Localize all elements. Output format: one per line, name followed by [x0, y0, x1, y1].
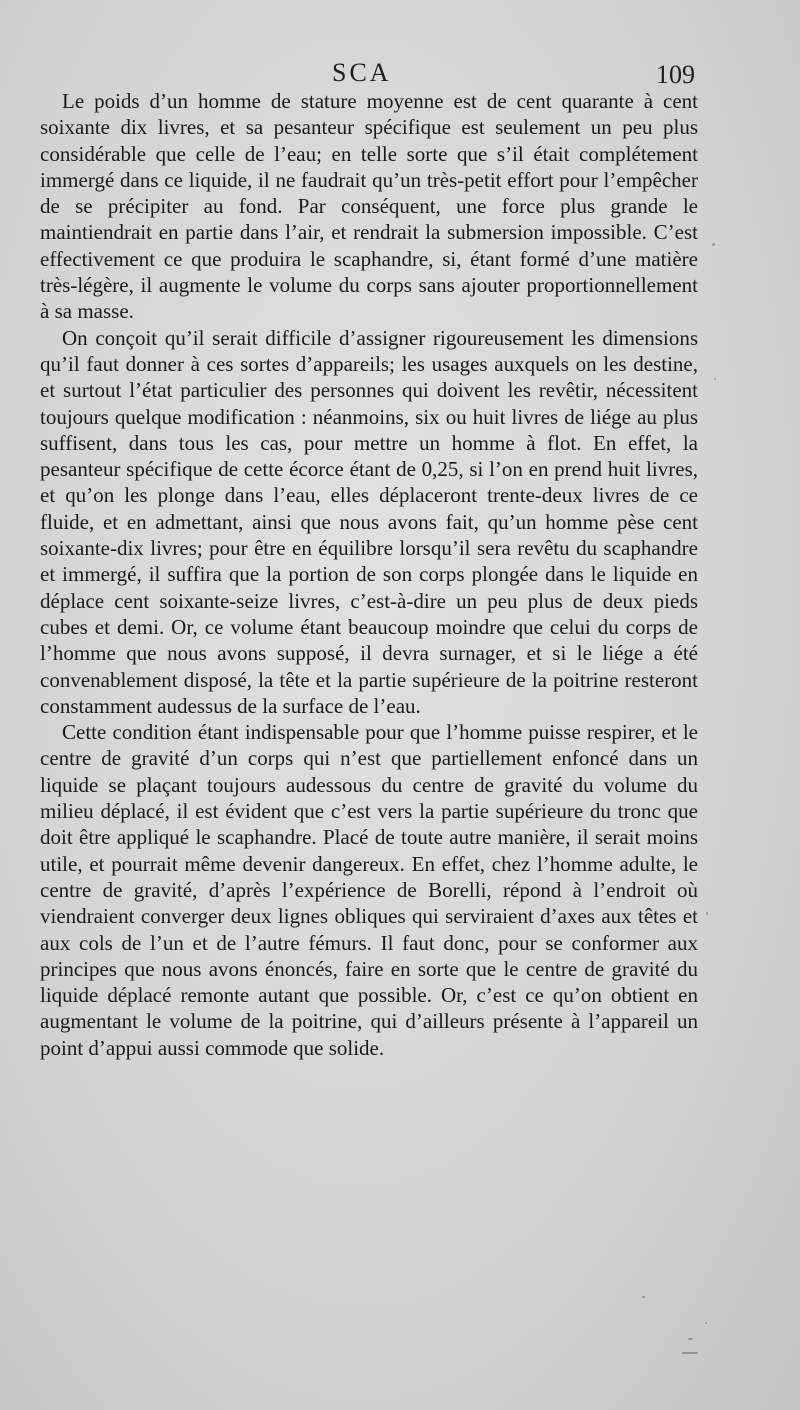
paper-speck — [688, 1338, 693, 1340]
paragraph-3: Cette condition étant indispensable pour que l’homme puisse respirer, et le centre de gravité d’un corps qui n’est que partiellement enfoncé dans un liquide se plaçant toujours audessous du centre de gravité du volume du milieu déplacé, il est évident que c’est vers la partie supérieure du tronc que doit être appliqué le scaphandre. Placé de toute autre manière, il serait moins utile, et pourrait même devenir dangereux. En effet, chez l’homme adulte, le centre de gravité, d’après l’expérience de Borelli, répond à l’endroit où viendraient converger deux lignes obliques qui serviraient d’axes aux têtes et aux cols de l’un et de l’autre fémurs. Il faut donc, pour se conformer aux principes que nous avons énoncés, faire en sorte que le centre de gravité du liquide déplacé remonte autant que possible. Or, c’est ce qu’on obtient en augmentant le volume de la poitrine, qui d’ailleurs présente à l’appareil un point d’appui aussi commode que solide. — [40, 720, 698, 1060]
body-text — [40, 88, 698, 1061]
paper-speck — [642, 1296, 645, 1298]
paragraph-2: On conçoit qu’il serait difficile d’assigner rigoureusement les dimensions qu’il faut donner à ces sortes d’appareils; les usages auxquels on les destine, et surtout l’état particulier des personnes qui doivent les revêtir, nécessitent toujours quelque modification : néanmoins, six ou huit livres de liége au plus suffisent, dans tous les cas, pour mettre un homme à flot. En effet, la pesanteur spécifique de cette écorce étant de 0,25, si l’on en prend huit livres, et qu’on les plonge dans l’eau, elles déplaceront trente-deux livres de ce fluide, et en admettant, ainsi que nous avons fait, qu’un homme pèse cent soixante-dix livres; pour être en équilibre lorsqu’il sera revêtu du scaphandre et immergé, il suffira que la portion de son corps plongée dans le liquide en déplace cent soixante-seize livres, c’est-à-dire un peu plus de deux pieds cubes et demi. Or, ce volume étant beaucoup moindre que celui du corps de l’homme que nous avons supposé, il devra surnager, et si le liége a été convenablement disposé, la tête et la partie supérieure de la poitrine resteront constamment audessus de la surface de l’eau. — [40, 325, 698, 718]
paragraph-1: Le poids d’un homme de stature moyenne est de cent quarante à cent soixante dix livres, et sa pesanteur spécifique est seulement un peu plus considérable que celle de l’eau; en telle sorte que s’il était complétement immergé dans ce liquide, il ne faudrait qu’un très-petit effort pour l’empêcher de se précipiter au fond. Par conséquent, une force plus grande le maintiendrait en partie dans l’air, et rendrait la submersion impossible. C’est effectivement ce que produira le scaphandre, si, étant formé d’une matière très-légère, il augmente le volume du corps sans ajouter proportionnellement à sa masse. — [40, 89, 698, 324]
page-number: 109 — [656, 60, 695, 89]
running-head: SCA — [332, 58, 392, 87]
paper-speck — [706, 912, 708, 915]
paper-speck — [712, 243, 715, 246]
paper-speck — [714, 378, 716, 380]
paper-speck — [682, 1352, 698, 1354]
paper-speck — [705, 1322, 707, 1324]
